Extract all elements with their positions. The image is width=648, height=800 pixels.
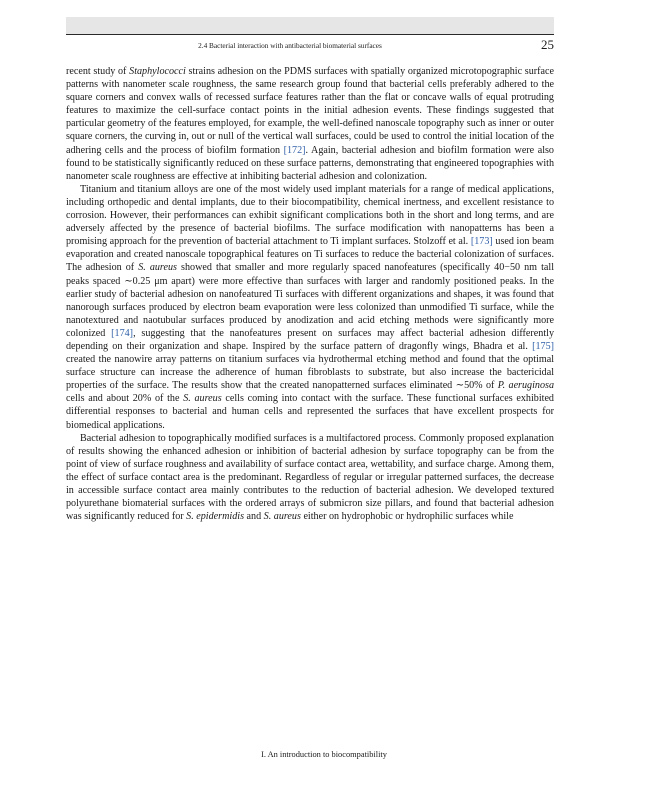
italic-term: S. aureus (138, 262, 177, 274)
text-run: showed that smaller and more regularly spaced nanofeatures (specifically 40−50 nm tall peaks spaced ∼0.25 μm apart) were more effective than surfaces with larger and randomly positioned peaks. In the earlier study of bacterial adhesion on nanofeatured Ti surfaces with different organizations and shapes, it was found that nanorough surfaces produced by electron beam evaporation were less colonized than unmodified Ti surface, while the nanotextured and naotubular surfaces produced by anodization and acid etching methods were significantly more colonized (66, 262, 555, 339)
italic-term: S. epidermidis (186, 511, 244, 523)
italic-term: S. aureus (263, 511, 301, 523)
text-run: Titanium and titanium alloys are one of the most widely used implant materials for a range of medical applications, including orthopedic and dental implants, due to their biocompatibility, chemical inertness, and excellent resistance to corrosion. However, their performances can exhibit significant complications both in the short and long terms, and are adversely affected by the presence of bacterial biofilms. The surface modification with nanopatterns has been a promising approach for the prevention of bacterial attachment to Ti implant surfaces. Stolzoff et al. (66, 183, 554, 248)
header-bar (66, 17, 554, 35)
text-run: created the nanowire array patterns on titanium surfaces via hydrothermal etching method and found that the optimal surface structure can increase the adherence of human fibroblasts to substrate, but also increase the bactericidal properties of the surface. The results show that the created nanopatterned surfaces eliminated ∼50% of (66, 354, 554, 392)
text-run: . Again, bacterial adhesion and biofilm formation were also found to be statistically significantly reduced on these surface patterns, demonstrating that engineered topographies with nanometer scale roughness are effective at inhibiting bacterial adhesion and colonization. (66, 144, 554, 182)
italic-term: P. aeruginosa (497, 380, 555, 392)
italic-term: S. aureus (183, 393, 222, 405)
text-run: cells and about 20% of the (66, 393, 184, 405)
italic-term: Staphylococci (129, 66, 186, 77)
text-run: Bacterial adhesion to topographically modified surfaces is a multifactored process. Commonly proposed explanation of results showing the enhanced adhesion or inhibition of bacterial adhesion by surface topography can be from the point of view of surface roughness and availability of surface contact area, wettability, and surface charge. Among them, the effect of surface contact area is the predominant. Regardless of regular or irregular patterned surfaces, the decrease in accessible surface contact area mainly contributes to the reduction of bacterial adhesion. We developed textured polyurethane biomaterial surfaces with the ordered arrays of submicron size pillars, and found that bacterial adhesion was significantly reduced for (66, 432, 554, 523)
running-head (66, 39, 554, 53)
text-run: used ion beam evaporation and created nanoscale topographical features on Ti surfaces to reduce the bacterial colonization of surfaces. The adhesion of (66, 236, 554, 274)
citation-link[interactable]: [174] (111, 327, 134, 339)
text-run: either on hydrophobic or hydrophilic surfaces while (300, 511, 514, 523)
body-text (66, 65, 554, 523)
text-run: strains adhesion on the PDMS surfaces with spatially organized microtopographic surface patterns with nanometer scale roughness, the same research group found that bacterial cells preferably adhered to the square corners and convex walls of recessed surface features rather than the flat or concave walls of equal protruding features to maximize the cell-surface contact points in the initial adhesion events. These findings suggested that particular geometry of the features employed, for example, the well-defined nanoscale topography such as inner or outer square corners, the curving in, out or null of the vertical wall surfaces, could be used to control the initial location of the adhering cells and the process of biofilm formation (66, 66, 554, 156)
paragraph-3 (66, 432, 554, 524)
text-run: recent study of (66, 66, 130, 77)
paragraph-1 (66, 65, 554, 183)
paragraph-2 (66, 183, 554, 432)
citation-link[interactable]: [173] (470, 236, 493, 248)
text-run: , suggesting that the nanofeatures present on surfaces may affect bacterial adhesion differently depending on their organization and shape. Inspired by the surface pattern of dragonfly wings, Bhadra et al. (66, 327, 554, 352)
footer-text: I. An introduction to biocompatibility (261, 750, 387, 759)
section-title: 2.4 Bacterial interaction with antibacterial biomaterial surfaces (198, 41, 382, 50)
citation-link[interactable]: [175] (532, 340, 554, 352)
text-run: cells coming into contact with the surface. These functional surfaces exhibited differential responses to bacterial and human cells and represented the surfaces that have excellent prospects for biomedical applications. (66, 393, 554, 431)
page-number: 25 (541, 37, 554, 52)
text-run: and (244, 511, 264, 523)
citation-link[interactable]: [172] (283, 144, 306, 156)
